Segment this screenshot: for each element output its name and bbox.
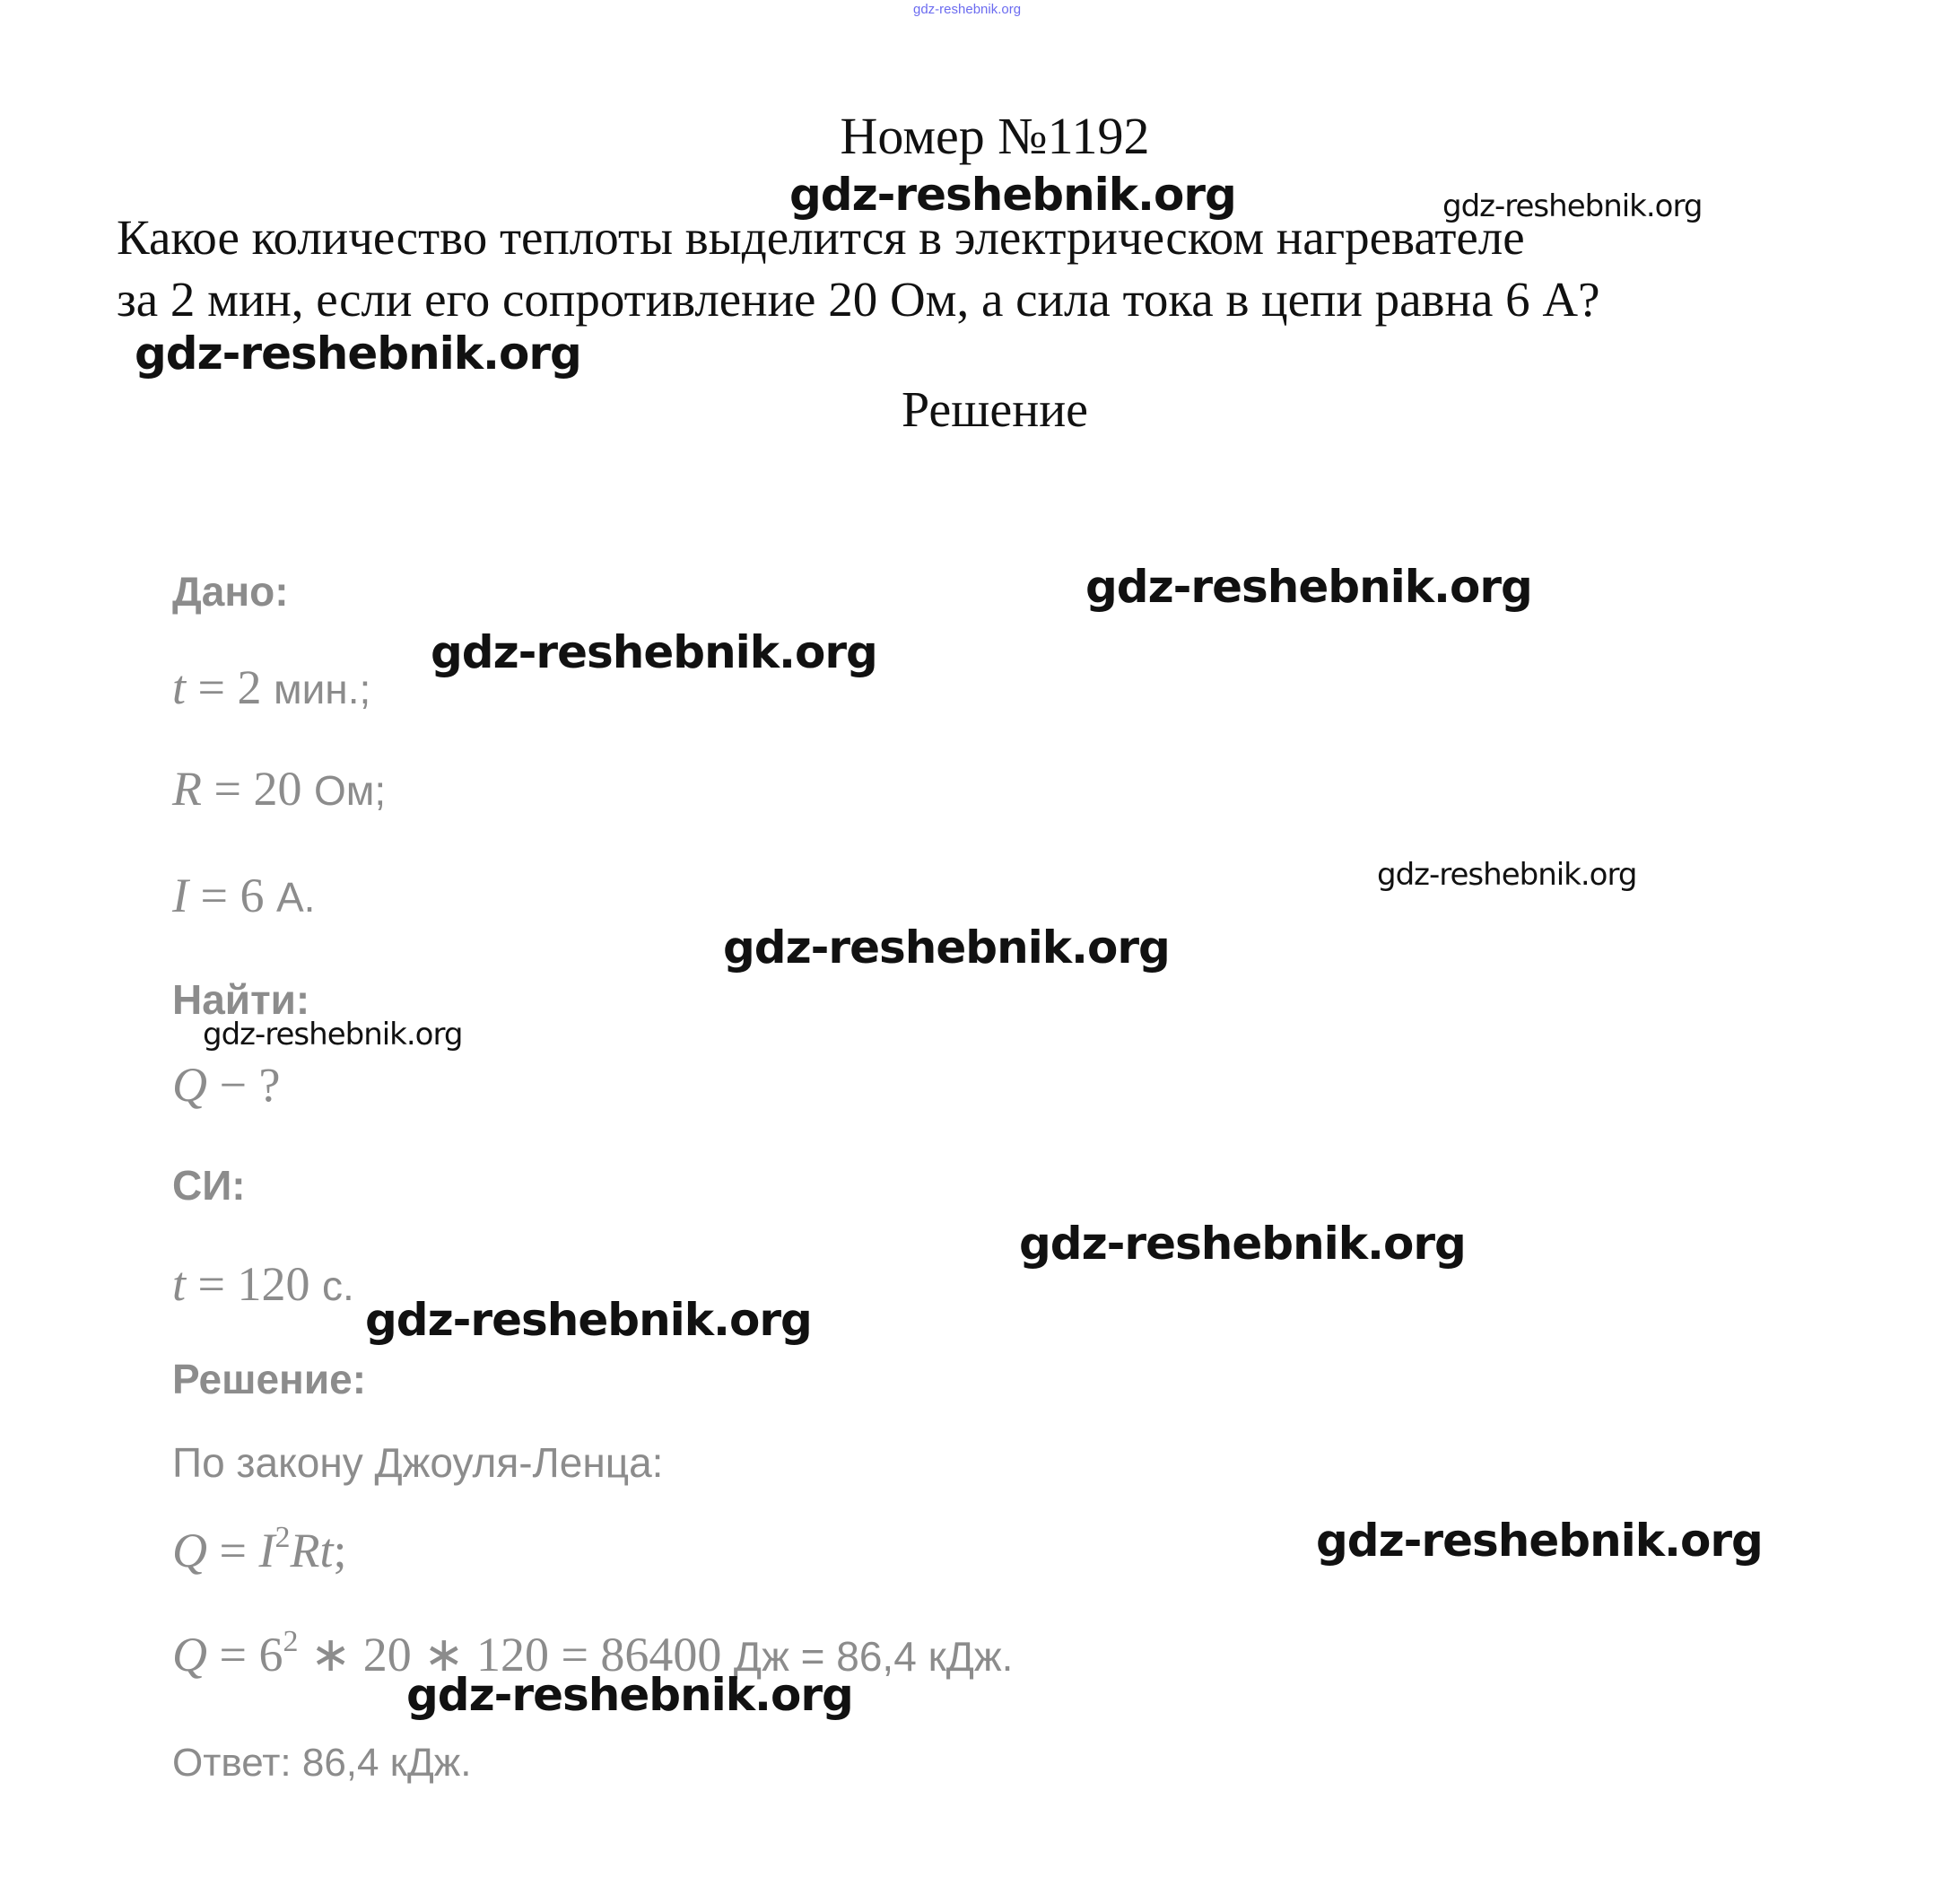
watermark: gdz-reshebnik.org: [1442, 188, 1703, 224]
solution-label: Решение:: [172, 1356, 367, 1402]
current-value: = 6: [187, 869, 276, 922]
answer: Ответ: 86,4 кДж.: [172, 1741, 472, 1785]
time-value: = 2: [186, 660, 274, 714]
task-text-line-1: Какое количество теплоты выделится в электрическом нагревателе: [117, 210, 1525, 265]
watermark: gdz-reshebnik.org: [1085, 561, 1532, 613]
formula-q: Q: [172, 1524, 207, 1577]
calc-q: Q: [172, 1628, 207, 1681]
watermark: gdz-reshebnik.org: [1316, 1515, 1763, 1567]
formula: [172, 1523, 346, 1578]
calc-unit: Дж = 86,4 кДж.: [733, 1633, 1014, 1680]
time-variable: t: [172, 660, 187, 714]
watermark: gdz-reshebnik.org: [431, 626, 877, 678]
formula-rt: Rt: [290, 1524, 334, 1577]
given-current: [172, 868, 315, 923]
calc-rest: ∗ 20 ∗ 120 = 86400: [298, 1628, 734, 1681]
resistance-variable: R: [172, 762, 202, 816]
formula-i: I: [258, 1524, 275, 1577]
find-expression: [172, 1057, 280, 1113]
si-time-unit: с.: [321, 1262, 354, 1309]
si-time-value: = 120: [186, 1257, 322, 1311]
formula-end: ;: [333, 1524, 347, 1577]
resistance-unit: Ом;: [313, 767, 387, 814]
find-rest: − ?: [207, 1058, 281, 1112]
given-resistance: [172, 761, 386, 817]
watermark: gdz-reshebnik.org: [406, 1669, 853, 1721]
law-text: По закону Джоуля-Ленца:: [172, 1439, 664, 1486]
top-watermark: gdz-reshebnik.org: [913, 2, 1022, 17]
find-label: Найти:: [172, 976, 310, 1023]
watermark: gdz-reshebnik.org: [789, 169, 1236, 221]
resistance-value: = 20: [202, 762, 314, 816]
calc-eq: = 6: [207, 1628, 283, 1681]
watermark: gdz-reshebnik.org: [1019, 1218, 1466, 1270]
given-time: [172, 659, 370, 715]
watermark: gdz-reshebnik.org: [203, 1017, 463, 1052]
current-variable: I: [172, 869, 188, 922]
given-label: Дано:: [172, 568, 289, 615]
solution-heading: Решение: [901, 382, 1089, 438]
watermark: gdz-reshebnik.org: [365, 1294, 812, 1346]
watermark: gdz-reshebnik.org: [1377, 857, 1637, 893]
si-time: [172, 1256, 354, 1312]
formula-eq: =: [207, 1524, 259, 1577]
task-text-line-2: за 2 мин, если его сопротивление 20 Ом, а сила тока в цепи равна 6 А?: [117, 272, 1600, 327]
watermark: gdz-reshebnik.org: [723, 921, 1170, 974]
si-time-variable: t: [172, 1257, 187, 1311]
formula-exponent: 2: [274, 1521, 291, 1554]
calc-exponent: 2: [283, 1625, 299, 1658]
current-unit: А.: [275, 874, 316, 921]
si-label: СИ:: [172, 1162, 246, 1209]
time-unit: мин.;: [273, 666, 371, 712]
find-variable: Q: [172, 1058, 207, 1112]
page-title: Номер №1192: [840, 107, 1150, 165]
watermark: gdz-reshebnik.org: [135, 328, 581, 380]
